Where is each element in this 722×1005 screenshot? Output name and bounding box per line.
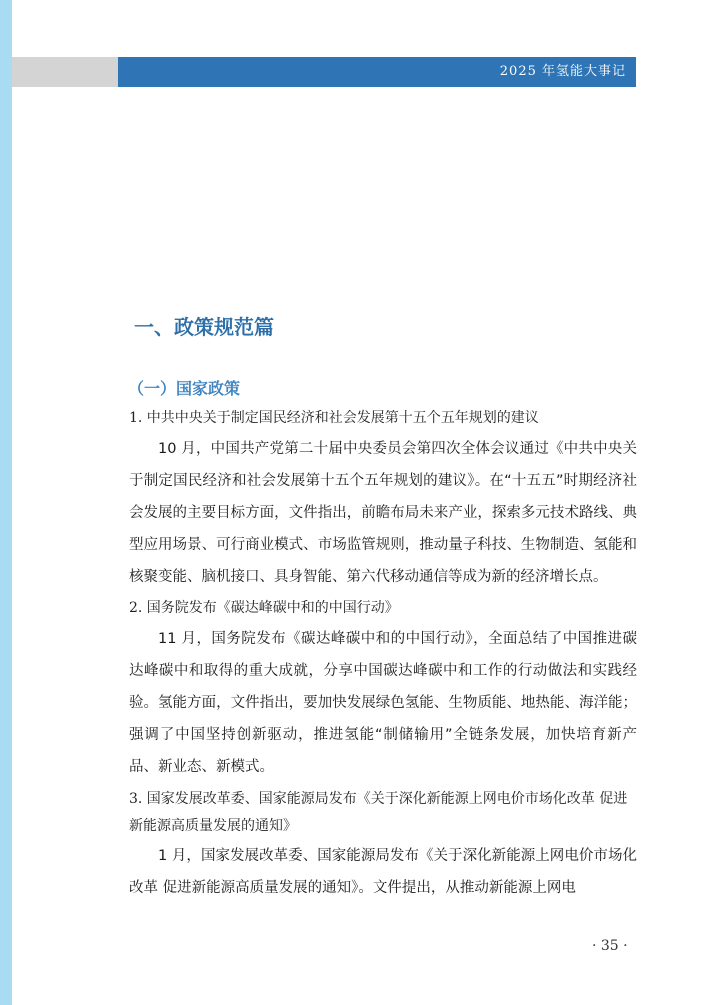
header-bar: [118, 57, 636, 87]
side-color-strip: [0, 0, 12, 1005]
section-title: （一）国家政策: [128, 379, 241, 398]
item-1-paragraph: 10 月，中国共产党第二十届中央委员会第四次全体会议通过《中共中央关于制定国民经济和社会发展第十五个五年规划的建议》。在“十五五”时期经济社会发展的主要目标方面，文件指出，前瞻布局未来产业，探索多元技术路线、典型应用场景、可行商业模式、市场监管规则，推动量子科技、生物制造、氢能和核聚变能、脑机接口、具身智能、第六代移动通信等成为新的经济增长点。: [129, 441, 637, 585]
chapter-title: 一、政策规范篇: [134, 315, 274, 339]
item-2-paragraph: 11 月，国务院发布《碳达峰碳中和的中国行动》，全面总结了中国推进碳达峰碳中和取得的重大成就，分享中国碳达峰碳中和工作的行动做法和实践经验。氢能方面，文件指出，要加快发展绿色氢能、生物质能、地热能、海洋能；强调了中国坚持创新驱动，推进氢能“制储输用”全链条发展，加快培育新产品、新业态、新模式。: [129, 631, 637, 775]
item-1-title: 1. 中共中央关于制定国民经济和社会发展第十五个五年规划的建议: [129, 410, 539, 426]
header-gray-band: [12, 57, 118, 87]
item-2-title: 2. 国务院发布《碳达峰碳中和的中国行动》: [129, 600, 399, 616]
body-text-column: [129, 403, 637, 904]
item-3-title: 3. 国家发展改革委、国家能源局发布《关于深化新能源上网电价市场化改革 促进新能源高质量发展的通知》: [129, 791, 628, 834]
running-header-title: 2025 年氢能大事记: [499, 64, 626, 79]
page-number: · 35 ·: [592, 938, 628, 954]
item-3-paragraph: 1 月，国家发展改革委、国家能源局发布《关于深化新能源上网电价市场化改革 促进新能源高质量发展的通知》。文件提出，从推动新能源上网电: [129, 848, 637, 896]
